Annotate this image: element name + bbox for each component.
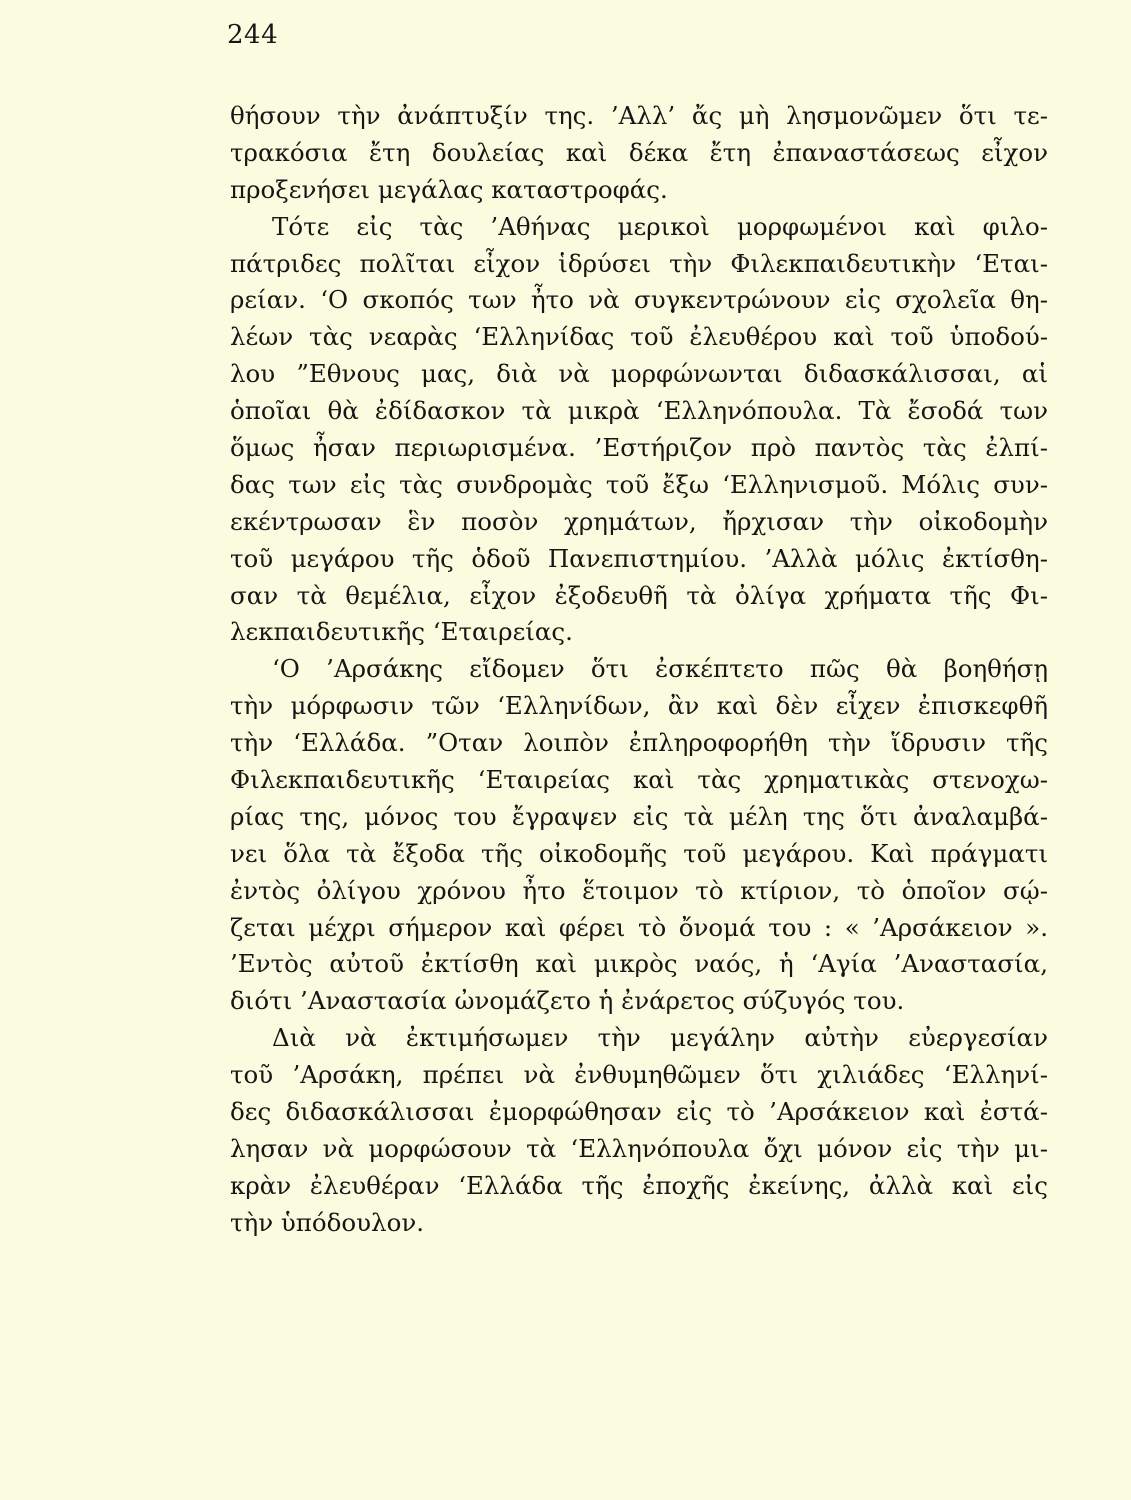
text-line: τὴν ὑπόδουλον. [230, 1207, 425, 1237]
text-line: νει ὅλα τὰ ἔξοδα τῆς οἰκοδομῆς τοῦ μεγάρου. Καὶ πράγματι [230, 838, 1048, 868]
text-line: διότι ’Αναστασία ὠνομάζετο ἡ ἐνάρετος σύζυγός του. [230, 986, 905, 1016]
text-line: ὁποῖαι θὰ ἐδίδασκον τὰ μικρὰ ‘Ελληνόπουλα. Τὰ ἔσοδά των [230, 396, 1048, 426]
text-line: Διὰ νὰ ἐκτιμήσωμεν τὴν μεγάλην αὐτὴν εὐεργεσίαν [272, 1023, 1048, 1053]
text-line: δες διδασκάλισσαι ἐμορφώθησαν εἰς τὸ ’Αρσάκειον καὶ ἐστά- [230, 1097, 1048, 1127]
text-line: τὴν μόρφωσιν τῶν ‘Ελληνίδων, ἂν καὶ δὲν εἶχεν ἐπισκεφθῆ [230, 691, 1048, 721]
page-number: 244 [227, 20, 279, 50]
text-line: λέων τὰς νεαρὰς ‘Ελληνίδας τοῦ ἐλευθέρου καὶ τοῦ ὑποδού- [230, 322, 1048, 352]
body-text [230, 98, 1048, 1242]
text-line: λου ”Εθνους μας, διὰ νὰ μορφώνωνται διδασκάλισσαι, αἱ [230, 359, 1048, 389]
text-line: ‘Ο ’Αρσάκης εἴδομεν ὅτι ἐσκέπτετο πῶς θὰ βοηθήσῃ [272, 654, 1048, 684]
text-line: λεκπαιδευτικῆς ‘Εταιρείας. [230, 617, 573, 647]
text-line: προξενήσει μεγάλας καταστροφάς. [230, 174, 668, 204]
text-line: ζεται μέχρι σήμερον καὶ φέρει τὸ ὄνομά του : « ’Αρσάκειον ». [230, 912, 1048, 942]
text-line: τοῦ μεγάρου τῆς ὁδοῦ Πανεπιστημίου. ’Αλλὰ μόλις ἐκτίσθη- [230, 543, 1048, 573]
text-line: Τότε εἰς τὰς ’Αθήνας μερικοὶ μορφωμένοι καὶ φιλο- [272, 211, 1048, 241]
text-line: Φιλεκπαιδευτικῆς ‘Εταιρείας καὶ τὰς χρηματικὰς στενοχω- [230, 765, 1048, 795]
text-line: τοῦ ’Αρσάκη, πρέπει νὰ ἐνθυμηθῶμεν ὅτι χιλιάδες ‘Ελληνί- [230, 1060, 1048, 1090]
text-line: ρείαν. ‘Ο σκοπός των ἦτο νὰ συγκεντρώνουν εἰς σχολεῖα θη- [230, 285, 1048, 315]
text-line: τρακόσια ἔτη δουλείας καὶ δέκα ἔτη ἐπαναστάσεως εἶχον [230, 137, 1048, 167]
text-line: ρίας της, μόνος του ἔγραψεν εἰς τὰ μέλη της ὅτι ἀναλαμβά- [230, 801, 1048, 831]
text-line: ὅμως ἦσαν περιωρισμένα. ’Εστήριζον πρὸ παντὸς τὰς ἐλπί- [230, 433, 1048, 463]
text-line: ’Εντὸς αὐτοῦ ἐκτίσθη καὶ μικρὸς ναός, ἡ ‘Αγία ’Αναστασία, [230, 949, 1048, 979]
text-line: εκέντρωσαν ἓν ποσὸν χρημάτων, ἤρχισαν τὴν οἰκοδομὴν [230, 506, 1048, 536]
text-line: ἐντὸς ὀλίγου χρόνου ἦτο ἕτοιμον τὸ κτίριον, τὸ ὁποῖον σῴ- [230, 875, 1048, 905]
text-line: κρὰν ἐλευθέραν ‘Ελλάδα τῆς ἐποχῆς ἐκείνης, ἀλλὰ καὶ εἰς [230, 1170, 1048, 1200]
text-line: τὴν ‘Ελλάδα. ”Οταν λοιπὸν ἐπληροφορήθη τὴν ἵδρυσιν τῆς [230, 728, 1048, 758]
text-line: θήσουν τὴν ἀνάπτυξίν της. ’Αλλ’ ἄς μὴ λησμονῶμεν ὅτι τε- [230, 101, 1048, 130]
text-line: πάτριδες πολῖται εἶχον ἱδρύσει τὴν Φιλεκπαιδευτικὴν ‘Εται- [230, 248, 1048, 278]
text-line: δας των εἰς τὰς συνδρομὰς τοῦ ἔξω ‘Ελληνισμοῦ. Μόλις συν- [230, 469, 1048, 499]
text-line: σαν τὰ θεμέλια, εἶχον ἐξοδευθῆ τὰ ὀλίγα χρήματα τῆς Φι- [230, 580, 1048, 610]
text-line: λησαν νὰ μορφώσουν τὰ ‘Ελληνόπουλα ὄχι μόνον εἰς τὴν μι- [230, 1133, 1048, 1163]
